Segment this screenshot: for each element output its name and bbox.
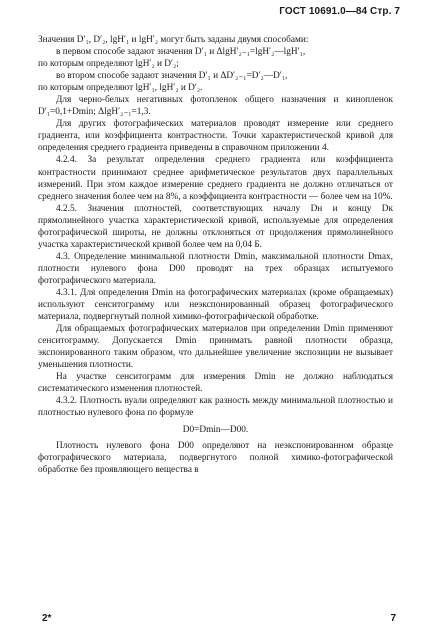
paragraph-sensitogram: На участке сенситограмм для измерения Dmin не должно наблюдаться систематического изменения плотностей. <box>38 372 393 395</box>
paragraph-method-2: во втором способе задают значения D′₁ и ΔD′₂₋₁=D′₂—D′₁, <box>56 71 288 82</box>
page-body <box>38 34 393 476</box>
formula-fog-density: D0=Dmin—D00. <box>182 424 249 435</box>
paragraph-zero-background: Плотность нулевого фона D00 определяют на неэкспонированном образце фотографического материала, подвергнутого полной химико-фотографической обработке без проявляющего вещества в <box>38 440 393 475</box>
paragraph-4-2-4: 4.2.4. За результат определения среднего градиента или коэффициента контрастности принимают среднее арифметическое результатов двух параллельных измерений. При этом каждое измерение среднего градиента не должно отличаться от среднего значения более чем на 8%, а коэффициента контрастности — более чем на 10%. <box>38 155 393 202</box>
paragraph-4-3: 4.3. Определение минимальной плотности Dmin, максимальной плотности Dmax, плотности нулевого фона D00 проводят на трех образцах испытуемого фотографического материала. <box>38 251 393 286</box>
paragraph-method-1-cont: по которым определяют lgH′₂ и D′₂; <box>38 59 179 70</box>
paragraph-values-intro: Значения D′₁, D′₂, lgH′₁ и lgH′₂ могут быть заданы двумя способами: <box>38 35 309 45</box>
page-number: 7 <box>390 613 396 624</box>
paragraph-method-1: в первом способе задают значения D′₁ и ΔlgH′₂₋₁=lgH′₂—lgH′₁, <box>56 47 306 58</box>
footer-signature-mark: 2* <box>42 613 52 624</box>
paragraph-4-3-1: 4.3.1. Для определения Dmin на фотографических материалах (кроме обращаемых) используют сенситограмму или неэкспонированный образец фотографического материала, подвергнутый полной химико-фотографической обработке. <box>38 287 393 323</box>
paragraph-method-2-cont: по которым определяют lgH′₁, lgH′₂ и D′₂. <box>38 83 203 94</box>
paragraph-bw-films: Для черно-белых негативных фотопленок общего назначения и кинопленок D′₁=0,1+Dmin; ΔlgH′₂₋₁=1,3. <box>38 95 393 118</box>
page-header: ГОСТ 10691.0—84 Стр. 7 <box>279 6 400 17</box>
paragraph-4-2-5: 4.2.5. Значения плотностей, соответствующих началу Dн и концу Dк прямолинейного участка характеристической кривой, используемые для определения фотографической широты, не должны отклоняться от продолжения прямолинейного участка характеристической кривой более чем на 0,04 Б. <box>38 203 393 250</box>
paragraph-4-3-2: 4.3.2. Плотность вуали определяют как разность между минимальной плотностью и плотностью нулевого фона по формуле <box>38 396 393 419</box>
paragraph-other-materials: Для других фотографических материалов проводят измерение или среднего градиента, или коэффициента контрастности. Точки характеристической кривой для определения среднего градиента приведены в справочном приложении 4. <box>38 119 393 154</box>
paragraph-reversal: Для обращаемых фотографических материалов при определении Dmin применяют сенситограмму. Допускается Dmin принимать равной плотности образца, экспонированного таким образом, что дальнейшее увеличение экспозиции не вызывает уменьшения плотности. <box>38 324 393 371</box>
